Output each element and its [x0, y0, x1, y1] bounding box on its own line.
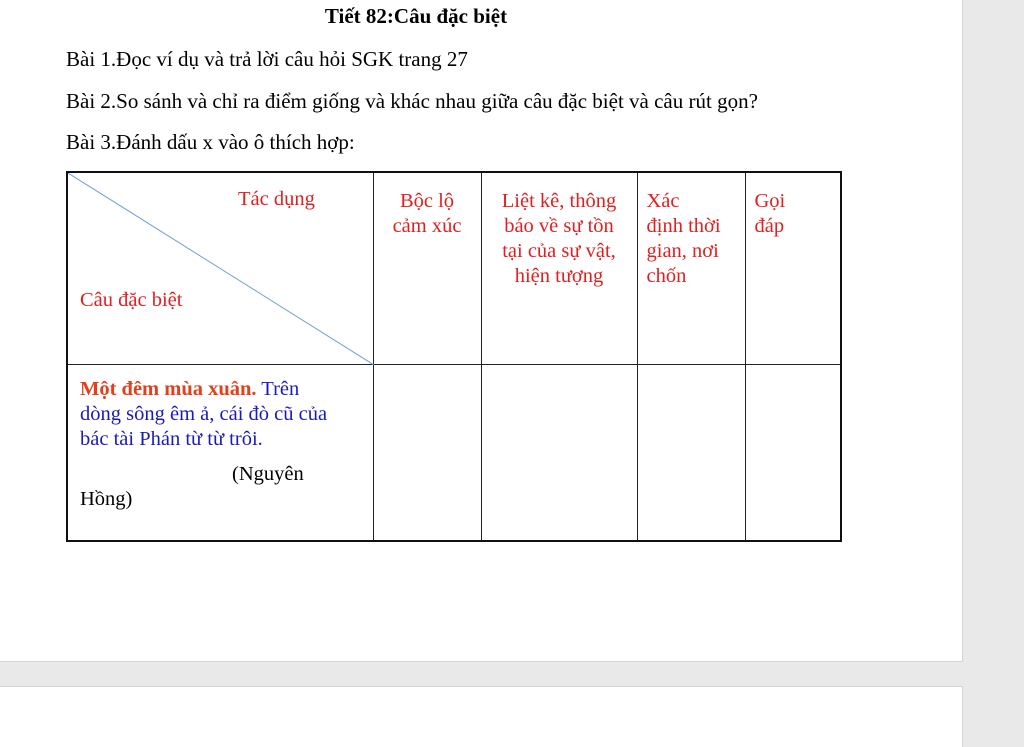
corner-header-cell — [67, 172, 373, 364]
header-call-response: Gọi đáp — [745, 172, 841, 364]
header-time-place: Xác định thời gian, nơi chốn — [637, 172, 745, 364]
answer-cell-time-place[interactable] — [637, 364, 745, 541]
exercise-2: Bài 2.So sánh và chỉ ra điểm giống và khác nhau giữa câu đặc biệt và câu rút gọn? — [66, 89, 758, 113]
example-sentence-cell: Một đêm mùa xuân. Trên dòng sông êm ả, cái đò cũ của bác tài Phán từ từ trôi. (Nguyên Hồng) — [67, 364, 373, 541]
exercise-3: Bài 3.Đánh dấu x vào ô thích hợp: — [66, 130, 355, 154]
exercise-1: Bài 1.Đọc ví dụ và trả lời câu hỏi SGK trang 27 — [66, 47, 468, 71]
corner-label-sentence: Câu đặc biệt — [80, 289, 183, 311]
header-express-emotion: Bộc lộ cảm xúc — [373, 172, 481, 364]
page-title: Tiết 82:Câu đặc biệt — [324, 4, 508, 28]
corner-label-effect: Tác dụng — [238, 188, 315, 210]
answer-cell-emotion[interactable] — [373, 364, 481, 541]
example-author: (Nguyên — [232, 462, 304, 485]
next-page — [0, 686, 963, 747]
example-special-sentence: Một đêm mùa xuân. — [80, 377, 257, 400]
header-list-inform: Liệt kê, thông báo về sự tồn tại của sự vật, hiện tượng — [481, 172, 637, 364]
diagonal-line — [68, 173, 374, 365]
answer-cell-inform[interactable] — [481, 364, 637, 541]
answer-cell-call[interactable] — [745, 364, 841, 541]
classification-table — [66, 171, 842, 542]
